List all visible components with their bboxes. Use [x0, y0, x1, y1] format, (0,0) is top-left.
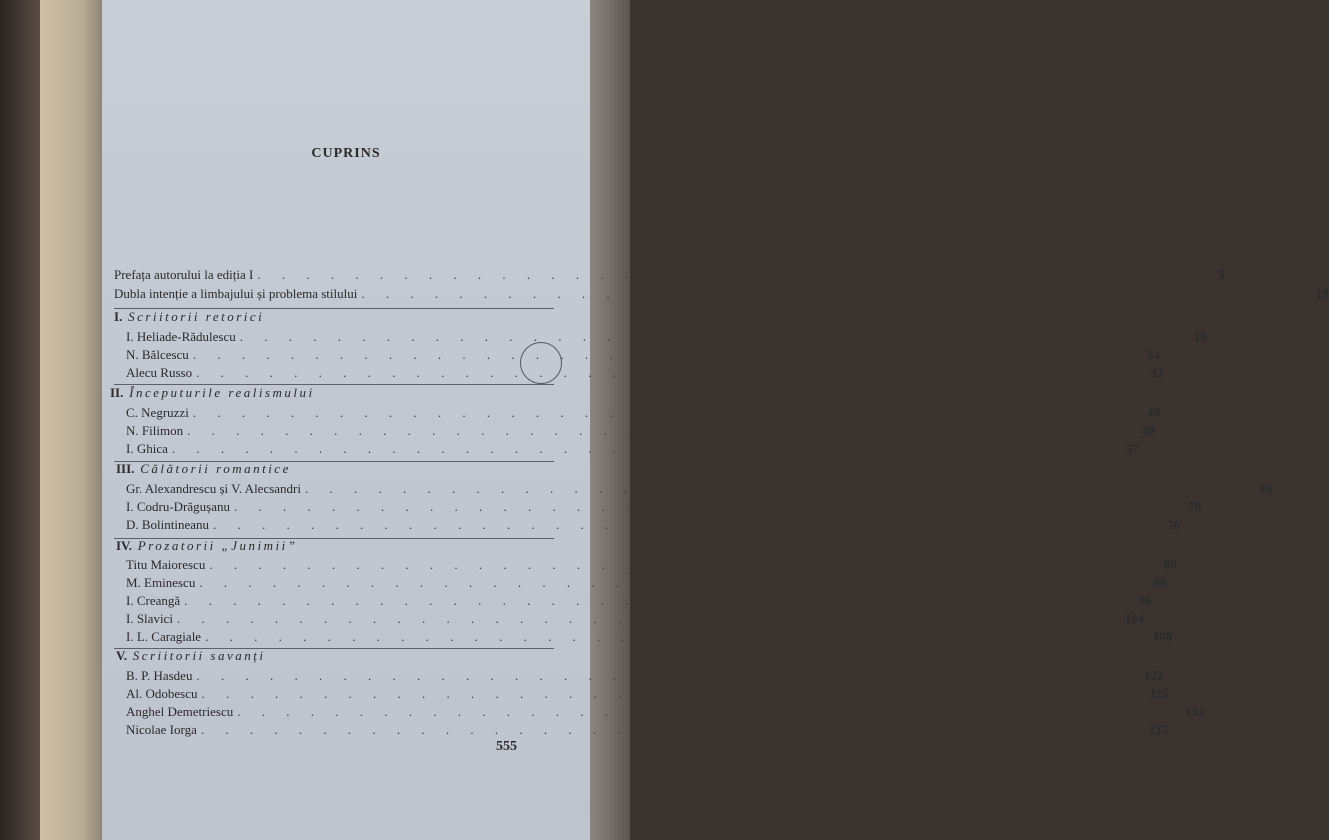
section-title: Scriitorii retorici	[128, 309, 265, 324]
toc-page-number: 88	[1153, 575, 1167, 590]
toc-entry[interactable]	[126, 593, 1152, 609]
section-number: II.	[110, 385, 124, 400]
toc-page-number: 135	[1148, 722, 1169, 737]
dot-leader: . . . . . . . . . . . . . . . . . . . . . . . . . . . . . . . . . . . . . . .	[213, 517, 1157, 532]
toc-entry[interactable]	[126, 686, 1169, 702]
section-heading-3[interactable]	[116, 461, 291, 477]
toc-page-number: 24	[1147, 347, 1161, 362]
section-heading-5[interactable]	[116, 648, 265, 664]
toc-entry[interactable]	[126, 517, 1181, 533]
toc-page-number: 32	[1150, 365, 1164, 380]
section-number: IV.	[116, 538, 133, 553]
dot-leader: . . . . . . . . . . . . . . . . . . . . . . . . . . . . . . . . . . . . . . .	[171, 441, 1116, 456]
section-heading-1[interactable]	[114, 309, 264, 325]
section-title: Prozatorii „Junimii”	[137, 538, 298, 553]
dot-leader: . . . . . . . . . . . . . . . . . . . . . . . . . . . . . . . . . . . . . . .	[257, 267, 1201, 282]
section-heading-4[interactable]	[116, 538, 297, 554]
toc-entry[interactable]	[126, 668, 1164, 684]
toc-entry[interactable]	[126, 575, 1167, 591]
toc-entry[interactable]	[126, 365, 1164, 381]
toc-entry-label: Alecu Russo	[126, 365, 193, 380]
toc-page-number: 70	[1188, 499, 1202, 514]
section-number: V.	[116, 648, 127, 663]
dot-leader: . . . . . . . . . . . . . . . . . . . . . . . . . . . . . . . . . . . . . . .	[192, 405, 1137, 420]
toc-entry[interactable]	[126, 423, 1155, 439]
section-title: Începuturile realismului	[129, 385, 315, 400]
page-title: CUPRINS	[311, 146, 381, 161]
toc-entry-dubla-intentie[interactable]	[114, 286, 1329, 302]
dot-leader: . . . . . . . . . . . . . . . . . . . . . . . . . . . . . . . . . . . . . . .	[176, 611, 1121, 626]
dot-leader: . . . . . . . . . . . . . . . . . . . . . . . . . . . . . . . . . . . . . . .	[233, 499, 1178, 514]
toc-page-number: 5	[1218, 267, 1225, 282]
dot-leader: . . . . . . . . . . . . . . . . . . . . . . . . . . . . . . . . . . . . . . .	[192, 347, 1137, 362]
toc-entry-label: I. Codru-Drăgușanu	[126, 499, 230, 514]
toc-entry[interactable]	[126, 347, 1161, 363]
dot-leader: . . . . . . . . . . . . . . . . . . . . . . . . . . . . . . . . . . . . . . .	[196, 365, 1140, 380]
toc-page-number: 13	[1315, 286, 1329, 301]
toc-entry[interactable]	[126, 629, 1173, 645]
toc-entry-label: I. Ghica	[126, 441, 168, 456]
toc-entry-label: D. Bolintineanu	[126, 517, 210, 532]
toc-entry[interactable]	[126, 557, 1177, 573]
dot-leader: . . . . . . . . . . . . . . . . . . . . . . . . . . . . . . . . . . . . . . .	[209, 557, 1153, 572]
dot-leader: . . . . . . . . . . . . . . . . . . . . . . . . . . . . . . . . . . . . . . .	[196, 668, 1140, 683]
dot-leader: . . . . . . . . . . . . . . . . . . . . . . . . . . . . . . . . . . . . . . .	[187, 423, 1131, 438]
toc-entry-label: N. Filimon	[126, 423, 184, 438]
toc-entry-label: B. P. Hasdeu	[126, 668, 193, 683]
toc-entry-label: Nicolae Iorga	[126, 722, 197, 737]
dot-leader: . . . . . . . . . . . . . . . . . . . . . . . . . . . . . . . . . . . . . . .	[361, 286, 1305, 301]
section-title: Călătorii romantice	[140, 461, 291, 476]
dot-leader: . . . . . . . . . . . . . . . . . . . . . . . . . . . . . . . . . . . . . . .	[201, 686, 1145, 701]
page-number: 555	[496, 739, 517, 754]
toc-entry-label: M. Eminescu	[126, 575, 196, 590]
toc-entry[interactable]	[126, 611, 1145, 627]
toc-entry-label: Dubla intenție a limbajului și problema stilului	[114, 286, 358, 301]
toc-entry[interactable]	[126, 405, 1161, 421]
toc-page-number: 122	[1144, 668, 1164, 683]
toc-entry[interactable]	[126, 329, 1207, 345]
dot-leader: . . . . . . . . . . . . . . . . . . . . . . . . . . . . . . . . . . . . . . .	[205, 629, 1149, 644]
dot-leader: . . . . . . . . . . . . . . . . . . . . . . . . . . . . . . . . . . . . . . .	[199, 575, 1143, 590]
section-number: I.	[114, 309, 123, 324]
toc-entry-label: I. L. Caragiale	[126, 629, 202, 644]
toc-entry[interactable]	[126, 499, 1202, 515]
section-number: III.	[116, 461, 135, 476]
toc-page-number: 19	[1193, 329, 1207, 344]
toc-entry-label: N. Bălcescu	[126, 347, 189, 362]
toc-entry-label: I. Heliade-Rădulescu	[126, 329, 236, 344]
toc-entry[interactable]	[126, 722, 1169, 738]
dot-leader: . . . . . . . . . . . . . . . . . . . . . . . . . . . . . . . . . . . . . . .	[237, 704, 1181, 719]
dot-leader: . . . . . . . . . . . . . . . . . . . . . . . . . . . . . . . . . . . . . . .	[184, 593, 1128, 608]
pen-circle-mark	[520, 342, 562, 384]
toc-entry[interactable]	[126, 481, 1273, 497]
toc-entry-label: Gr. Alexandrescu și V. Alecsandri	[126, 481, 301, 496]
toc-entry-label: Anghel Demetriescu	[126, 704, 234, 719]
toc-page-number: 108	[1152, 629, 1173, 644]
toc-entry[interactable]	[126, 441, 1140, 457]
section-title: Scriitorii savanți	[132, 648, 266, 663]
toc-page-number: 125	[1149, 686, 1169, 701]
toc-page-number: 104	[1124, 611, 1145, 626]
toc-page-number: 49	[1141, 423, 1155, 438]
dot-leader: . . . . . . . . . . . . . . . . . . . . . . . . . . . . . . . . . . . . . . .	[200, 722, 1145, 737]
contents-page	[102, 0, 1329, 840]
dot-leader: . . . . . . . . . . . . . . . . . . . . . . . . . . . . . . . . . . . . . . .	[239, 329, 1183, 344]
toc-page-number: 96	[1138, 593, 1152, 608]
toc-page-number: 132	[1184, 704, 1205, 719]
facing-page-edge	[40, 0, 102, 840]
section-heading-2[interactable]	[110, 385, 315, 401]
toc-entry-preface[interactable]	[114, 267, 1225, 283]
toc-entry[interactable]	[126, 704, 1205, 720]
dot-leader: . . . . . . . . . . . . . . . . . . . . . . . . . . . . . . . . . . . . . . .	[305, 481, 1249, 496]
toc-page-number: 63	[1259, 481, 1273, 496]
toc-page-number: 57	[1126, 441, 1140, 456]
toc-page-number: 76	[1167, 517, 1181, 532]
toc-entry-label: Al. Odobescu	[126, 686, 198, 701]
toc-page-number: 40	[1147, 405, 1161, 420]
toc-entry-label: I. Slavici	[126, 611, 173, 626]
toc-entry-label: Prefața autorului la ediția I	[114, 267, 254, 282]
toc-entry-label: I. Creangă	[126, 593, 181, 608]
toc-entry-label: C. Negruzzi	[126, 405, 189, 420]
toc-page-number: 80	[1163, 557, 1177, 572]
book-spine	[0, 0, 40, 840]
toc-entry-label: Titu Maiorescu	[126, 557, 206, 572]
